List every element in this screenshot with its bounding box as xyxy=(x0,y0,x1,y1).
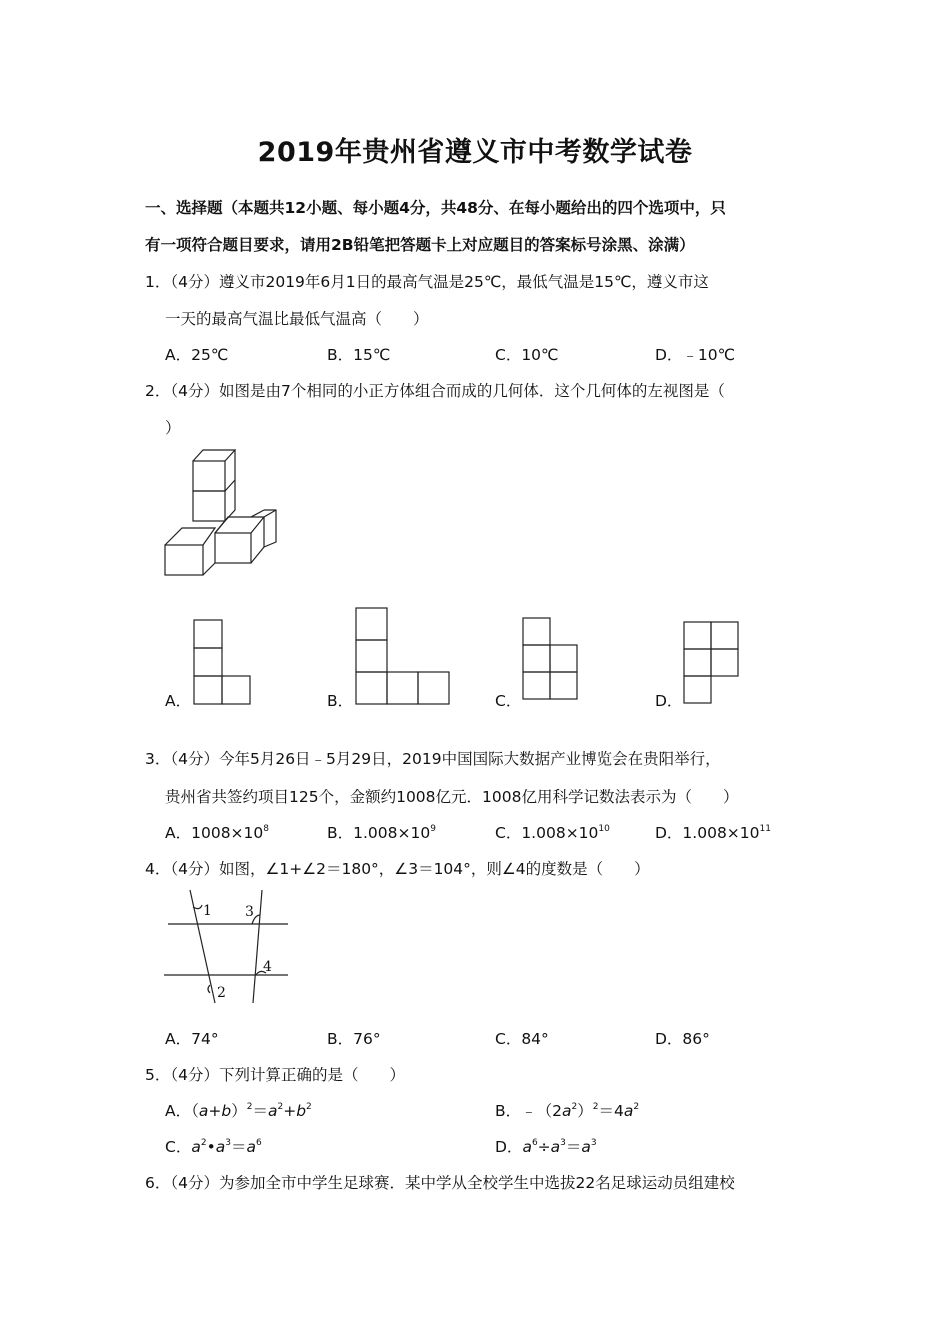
q3-text-line2: 贵州省共签约项目125个，金额约1008亿元．1008亿用科学记数法表示为（ ） xyxy=(165,788,739,806)
q5-option-b: B．$﹣(2a^2)^2=4a^2$ xyxy=(495,1102,640,1120)
q4-text-line1: 4．（4分）如图，∠1+∠2＝180°，∠3＝104°，则∠4的度数是（ ） xyxy=(145,860,650,878)
q4-option-b: B．76° xyxy=(327,1030,381,1048)
q3-option-c: C．$1.008\times 10^{10}$ xyxy=(495,824,610,842)
section-heading-line2: 有一项符合题目要求，请用2B铅笔把答题卡上对应题目的答案标号涂黑、涂满） xyxy=(145,236,695,254)
q2-option-a-figure xyxy=(193,619,253,705)
q3-text-line1: 3．（4分）今年5月26日﹣5月29日，2019中国国际大数据产业博览会在贵阳举行， xyxy=(145,750,721,768)
q2-option-c-figure xyxy=(522,617,580,703)
q1-text-line2: 一天的最高气温比最低气温高（ ） xyxy=(165,310,429,328)
q5-option-c: C．$a^2•a^3=a^6$ xyxy=(165,1138,262,1156)
q4-option-a: A．74° xyxy=(165,1030,219,1048)
q2-option-a-label: A． xyxy=(165,692,192,710)
q2-cube-figure xyxy=(160,445,285,580)
q2-option-d-label: D． xyxy=(655,692,683,710)
q3-option-d: D．$1.008\times 10^{11}$ xyxy=(655,824,771,842)
q4-angle-label-1: 1 xyxy=(203,903,212,919)
page-title: 2019年贵州省遵义市中考数学试卷 xyxy=(257,137,693,168)
q2-text-line2: ） xyxy=(165,419,181,437)
q4-angle-label-3: 3 xyxy=(245,904,254,920)
q1-text-line1: 1．（4分）遵义市2019年6月1日的最高气温是25℃，最低气温是15℃，遵义市这 xyxy=(145,273,709,291)
q4-angle-figure xyxy=(160,885,295,1010)
q4-option-d: D．86° xyxy=(655,1030,710,1048)
q3-option-a: A．$1008\times 10^8$ xyxy=(165,824,269,842)
q2-option-b-figure xyxy=(355,607,453,705)
q1-option-d: D．﹣10℃ xyxy=(655,346,736,364)
q2-option-d-figure xyxy=(683,621,741,705)
q3-option-b: B．$1.008\times 10^9$ xyxy=(327,824,436,842)
q2-option-b-label: B． xyxy=(327,692,354,710)
q4-angle-label-2: 2 xyxy=(217,985,226,1001)
q1-option-c: C．10℃ xyxy=(495,346,559,364)
q4-angle-label-4: 4 xyxy=(263,959,272,975)
q2-option-c-label: C． xyxy=(495,692,522,710)
q5-option-a: A．$(a+b)^2=a^2+b^2$ xyxy=(165,1102,312,1120)
q5-option-d: D．$a^6\div a^3=a^3$ xyxy=(495,1138,597,1156)
q4-option-c: C．84° xyxy=(495,1030,549,1048)
q2-text-line1: 2．（4分）如图是由7个相同的小正方体组合而成的几何体．这个几何体的左视图是（ xyxy=(145,382,725,400)
q6-text-line1: 6．（4分）为参加全市中学生足球赛．某中学从全校学生中选拔22名足球运动员组建校 xyxy=(145,1174,735,1192)
section-heading-line1: 一、选择题（本题共12小题、每小题4分，共48分、在每小题给出的四个选项中，只 xyxy=(145,199,726,217)
q1-option-a: A．25℃ xyxy=(165,346,229,364)
q5-text-line1: 5．（4分）下列计算正确的是（ ） xyxy=(145,1066,405,1084)
q1-option-b: B．15℃ xyxy=(327,346,391,364)
